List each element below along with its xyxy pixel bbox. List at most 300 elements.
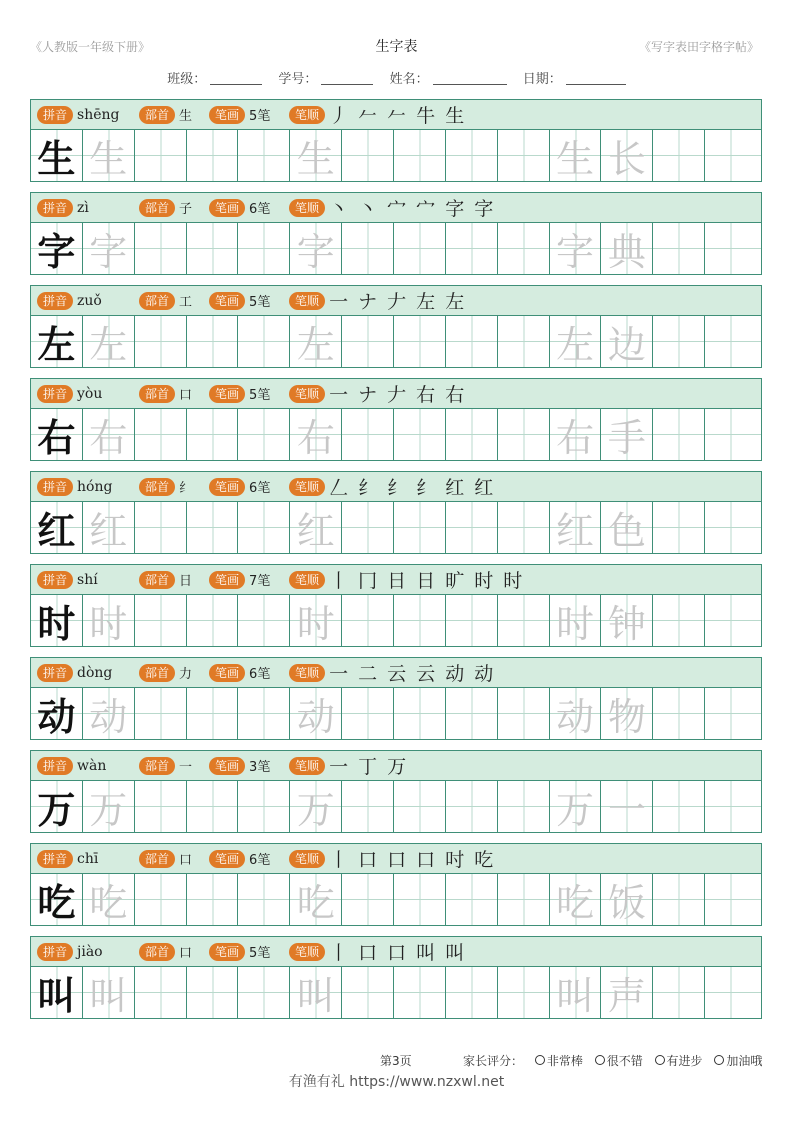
writing-cell[interactable] (342, 781, 394, 832)
rating-label: 家长评分： (463, 1054, 524, 1068)
writing-cell[interactable] (342, 967, 394, 1018)
stroke-order: 丨 口 口 叫 叫 (329, 942, 467, 964)
cell-char: 动 (296, 695, 335, 739)
radical-value: 工 (179, 295, 193, 310)
pinyin-badge: 拼音 (37, 757, 73, 775)
word-char-cell[interactable] (601, 967, 653, 1018)
model-char-cell (31, 223, 83, 274)
writing-cell[interactable] (705, 781, 761, 832)
cell-char: 叫 (37, 973, 76, 1018)
model-char-cell (31, 130, 83, 181)
word-char-cell[interactable] (601, 688, 653, 739)
writing-cell[interactable] (653, 316, 705, 367)
rating-option-label: 加油哦 (726, 1054, 763, 1068)
char-row-header (31, 844, 761, 874)
writing-cell[interactable] (498, 130, 550, 181)
writing-cell[interactable] (187, 781, 239, 832)
writing-cell[interactable] (705, 502, 761, 553)
cell-char: 动 (89, 695, 128, 739)
trace-char-cell[interactable] (83, 781, 135, 832)
cell-char: 动 (556, 695, 595, 739)
model-char-cell (31, 316, 83, 367)
word-char-cell[interactable] (601, 595, 653, 646)
cell-char: 右 (37, 415, 76, 460)
char-row-header (31, 193, 761, 223)
writing-cell[interactable] (705, 223, 761, 274)
trace-char-cell[interactable] (550, 316, 602, 367)
radical-badge: 部首 (139, 571, 175, 589)
cell-char: 钟 (607, 602, 646, 646)
writing-cell[interactable] (446, 595, 498, 646)
strokes-badge: 笔画 (209, 757, 245, 775)
trace-char-cell[interactable] (83, 595, 135, 646)
stroke-count: 6笔 (249, 853, 271, 868)
writing-cell[interactable] (238, 409, 290, 460)
cell-char: 红 (556, 509, 595, 553)
writing-cell[interactable] (498, 595, 550, 646)
order-badge: 笔顺 (289, 478, 325, 496)
trace-char-cell[interactable] (83, 130, 135, 181)
parent-rating (463, 1052, 762, 1069)
writing-cell[interactable] (446, 874, 498, 925)
trace-char-cell[interactable] (290, 595, 342, 646)
cell-char: 右 (556, 416, 595, 460)
pinyin-value: chī (77, 850, 99, 867)
writing-cell[interactable] (705, 595, 761, 646)
pinyin-badge: 拼音 (37, 106, 73, 124)
cell-char: 典 (607, 230, 646, 274)
class-label: 班级： (167, 72, 207, 87)
stroke-order: 一 丁 万 (329, 756, 409, 778)
tianzige-grid (31, 781, 761, 832)
stroke-count: 5笔 (249, 388, 271, 403)
order-badge: 笔顺 (289, 385, 325, 403)
writing-cell[interactable] (342, 130, 394, 181)
cell-char: 叫 (296, 974, 335, 1018)
radical-value: 口 (179, 946, 193, 961)
model-char-cell (31, 967, 83, 1018)
word-char-cell[interactable] (601, 316, 653, 367)
rating-option-1[interactable] (535, 1052, 583, 1069)
cell-char: 饭 (607, 881, 646, 925)
cell-char: 红 (296, 509, 335, 553)
writing-cell[interactable] (238, 223, 290, 274)
cell-char: 吃 (296, 881, 335, 925)
radical-value: 力 (179, 667, 193, 682)
class-field[interactable] (167, 68, 262, 87)
writing-cell[interactable] (498, 316, 550, 367)
model-char-cell (31, 502, 83, 553)
radical-badge: 部首 (139, 664, 175, 682)
writing-cell[interactable] (342, 874, 394, 925)
cell-char: 手 (607, 416, 646, 460)
writing-cell[interactable] (238, 781, 290, 832)
practice-rows (30, 99, 762, 1029)
trace-char-cell[interactable] (290, 223, 342, 274)
writing-cell[interactable] (498, 223, 550, 274)
writing-cell[interactable] (498, 502, 550, 553)
strokes-badge: 笔画 (209, 850, 245, 868)
radical-value: 生 (179, 109, 193, 124)
strokes-badge: 笔画 (209, 943, 245, 961)
cell-char: 吃 (37, 880, 76, 925)
writing-cell[interactable] (394, 967, 446, 1018)
page-number: 第3页 (380, 1054, 412, 1068)
writing-cell[interactable] (135, 223, 187, 274)
writing-cell[interactable] (394, 502, 446, 553)
tianzige-grid (31, 502, 761, 553)
word-char-cell[interactable] (601, 874, 653, 925)
char-row-header (31, 565, 761, 595)
trace-char-cell[interactable] (550, 874, 602, 925)
trace-char-cell[interactable] (550, 130, 602, 181)
order-badge: 笔顺 (289, 292, 325, 310)
cell-char: 万 (89, 788, 128, 832)
writing-cell[interactable] (394, 223, 446, 274)
pinyin-value: zì (77, 199, 89, 216)
order-badge: 笔顺 (289, 199, 325, 217)
writing-cell[interactable] (446, 316, 498, 367)
radical-value: 一 (179, 760, 193, 775)
writing-cell[interactable] (394, 688, 446, 739)
stroke-count: 6笔 (249, 481, 271, 496)
char-row (30, 564, 762, 647)
writing-cell[interactable] (498, 781, 550, 832)
writing-cell[interactable] (653, 595, 705, 646)
strokes-badge: 笔画 (209, 478, 245, 496)
char-row (30, 192, 762, 275)
word-char-cell[interactable] (601, 130, 653, 181)
cell-char: 一 (607, 788, 646, 832)
writing-cell[interactable] (187, 316, 239, 367)
cell-char: 字 (556, 230, 595, 274)
radical-badge: 部首 (139, 850, 175, 868)
trace-char-cell[interactable] (290, 502, 342, 553)
cell-char: 左 (37, 322, 76, 367)
name-field[interactable] (390, 68, 507, 87)
trace-char-cell[interactable] (290, 316, 342, 367)
writing-cell[interactable] (342, 595, 394, 646)
trace-char-cell[interactable] (550, 781, 602, 832)
stroke-order: 丿 𠂉 𠂉 牛 生 (329, 105, 467, 127)
rating-option-3[interactable] (655, 1052, 703, 1069)
writing-cell[interactable] (705, 130, 761, 181)
writing-cell[interactable] (187, 223, 239, 274)
model-char-cell (31, 595, 83, 646)
word-char-cell[interactable] (601, 781, 653, 832)
stroke-count: 5笔 (249, 109, 271, 124)
writing-cell[interactable] (238, 874, 290, 925)
radio-circle-icon (535, 1055, 545, 1065)
trace-char-cell[interactable] (83, 409, 135, 460)
char-row (30, 99, 762, 182)
word-char-cell[interactable] (601, 409, 653, 460)
trace-char-cell[interactable] (550, 595, 602, 646)
char-row-header (31, 658, 761, 688)
radical-badge: 部首 (139, 385, 175, 403)
writing-cell[interactable] (653, 502, 705, 553)
stroke-count: 5笔 (249, 295, 271, 310)
radio-circle-icon (714, 1055, 724, 1065)
cell-char: 物 (607, 695, 646, 739)
pinyin-value: yòu (77, 385, 103, 402)
writing-cell[interactable] (342, 502, 394, 553)
char-row-header (31, 751, 761, 781)
cell-char: 万 (37, 787, 76, 832)
writing-cell[interactable] (446, 130, 498, 181)
writing-cell[interactable] (653, 130, 705, 181)
writing-cell[interactable] (135, 502, 187, 553)
trace-char-cell[interactable] (290, 688, 342, 739)
rating-option-label: 很不错 (606, 1054, 643, 1068)
radical-value: 子 (179, 202, 193, 217)
model-char-cell (31, 409, 83, 460)
pinyin-value: hóng (77, 478, 113, 495)
cell-char: 字 (37, 229, 76, 274)
pinyin-badge: 拼音 (37, 199, 73, 217)
writing-cell[interactable] (135, 316, 187, 367)
writing-cell[interactable] (135, 409, 187, 460)
cell-char: 长 (607, 137, 646, 181)
tianzige-grid (31, 130, 761, 181)
writing-cell[interactable] (705, 967, 761, 1018)
writing-cell[interactable] (135, 781, 187, 832)
cell-char: 左 (89, 323, 128, 367)
stroke-count: 7笔 (249, 574, 271, 589)
writing-cell[interactable] (705, 316, 761, 367)
cell-char: 万 (296, 788, 335, 832)
char-row (30, 657, 762, 740)
writing-cell[interactable] (653, 688, 705, 739)
radio-circle-icon (595, 1055, 605, 1065)
char-row-header (31, 379, 761, 409)
writing-cell[interactable] (187, 967, 239, 1018)
name-label: 姓名： (389, 72, 429, 87)
stroke-count: 6笔 (249, 667, 271, 682)
writing-cell[interactable] (446, 223, 498, 274)
trace-char-cell[interactable] (550, 967, 602, 1018)
cell-char: 生 (296, 137, 335, 181)
writing-cell[interactable] (187, 595, 239, 646)
stroke-order: 一 ナ 𠂇 右 右 (329, 384, 467, 406)
stroke-count: 3笔 (249, 760, 271, 775)
writing-cell[interactable] (446, 781, 498, 832)
pinyin-badge: 拼音 (37, 571, 73, 589)
trace-char-cell[interactable] (550, 223, 602, 274)
writing-cell[interactable] (705, 409, 761, 460)
pinyin-value: shēng (77, 106, 120, 123)
writing-cell[interactable] (653, 223, 705, 274)
writing-cell[interactable] (135, 874, 187, 925)
radical-badge: 部首 (139, 478, 175, 496)
trace-char-cell[interactable] (290, 874, 342, 925)
writing-cell[interactable] (238, 595, 290, 646)
cell-char: 生 (37, 136, 76, 181)
writing-cell[interactable] (653, 409, 705, 460)
rating-option-4[interactable] (714, 1052, 762, 1069)
cell-char: 时 (556, 602, 595, 646)
char-row (30, 378, 762, 461)
trace-char-cell[interactable] (290, 130, 342, 181)
trace-char-cell[interactable] (83, 874, 135, 925)
tianzige-grid (31, 967, 761, 1018)
writing-cell[interactable] (498, 409, 550, 460)
writing-cell[interactable] (187, 409, 239, 460)
radical-value: 口 (179, 853, 193, 868)
writing-cell[interactable] (653, 781, 705, 832)
writing-cell[interactable] (187, 130, 239, 181)
writing-cell[interactable] (653, 967, 705, 1018)
trace-char-cell[interactable] (83, 688, 135, 739)
watermark: 有渔有礼 https://www.nzxwl.net (288, 1074, 505, 1090)
writing-cell[interactable] (446, 409, 498, 460)
strokes-badge: 笔画 (209, 571, 245, 589)
writing-cell[interactable] (498, 874, 550, 925)
trace-char-cell[interactable] (83, 502, 135, 553)
writing-cell[interactable] (498, 688, 550, 739)
model-char-cell (31, 781, 83, 832)
model-char-cell (31, 874, 83, 925)
char-row-header (31, 286, 761, 316)
trace-char-cell[interactable] (550, 409, 602, 460)
pinyin-value: zuǒ (77, 292, 102, 309)
cell-char: 字 (296, 230, 335, 274)
cell-char: 时 (296, 602, 335, 646)
writing-cell[interactable] (238, 967, 290, 1018)
char-row-header (31, 937, 761, 967)
writing-cell[interactable] (394, 409, 446, 460)
cell-char: 左 (556, 323, 595, 367)
writing-cell[interactable] (135, 688, 187, 739)
writing-cell[interactable] (187, 688, 239, 739)
radical-value: 纟 (179, 481, 193, 496)
radical-value: 口 (179, 388, 193, 403)
writing-cell[interactable] (187, 874, 239, 925)
writing-cell[interactable] (653, 874, 705, 925)
stroke-order: 𠃋 纟 纟 纟 红 红 (329, 477, 496, 499)
radical-badge: 部首 (139, 199, 175, 217)
pinyin-value: jiào (77, 943, 103, 960)
writing-cell[interactable] (498, 967, 550, 1018)
order-badge: 笔顺 (289, 106, 325, 124)
tianzige-grid (31, 223, 761, 274)
cell-char: 红 (89, 509, 128, 553)
cell-char: 吃 (89, 881, 128, 925)
writing-cell[interactable] (238, 130, 290, 181)
cell-char: 红 (37, 508, 76, 553)
writing-cell[interactable] (446, 967, 498, 1018)
writing-cell[interactable] (446, 688, 498, 739)
cell-char: 色 (607, 509, 646, 553)
char-row (30, 285, 762, 368)
pinyin-badge: 拼音 (37, 478, 73, 496)
writing-cell[interactable] (394, 130, 446, 181)
trace-char-cell[interactable] (83, 223, 135, 274)
stroke-order: 一 二 云 云 动 动 (329, 663, 496, 685)
model-char-cell (31, 688, 83, 739)
char-row (30, 936, 762, 1019)
rating-option-2[interactable] (595, 1052, 643, 1069)
radical-badge: 部首 (139, 943, 175, 961)
writing-cell[interactable] (238, 502, 290, 553)
student-id-field[interactable] (278, 68, 373, 87)
stroke-count: 6笔 (249, 202, 271, 217)
stroke-order: 丶 丶 宀 宀 字 字 (329, 198, 496, 220)
writing-cell[interactable] (342, 409, 394, 460)
rating-option-label: 有进步 (666, 1054, 703, 1068)
char-row-header (31, 472, 761, 502)
cell-char: 万 (556, 788, 595, 832)
cell-char: 右 (296, 416, 335, 460)
writing-cell[interactable] (135, 967, 187, 1018)
writing-cell[interactable] (238, 688, 290, 739)
radical-badge: 部首 (139, 757, 175, 775)
writing-cell[interactable] (446, 502, 498, 553)
cell-char: 时 (37, 601, 76, 646)
writing-cell[interactable] (342, 316, 394, 367)
tianzige-grid (31, 688, 761, 739)
writing-cell[interactable] (135, 595, 187, 646)
trace-char-cell[interactable] (290, 409, 342, 460)
writing-cell[interactable] (187, 502, 239, 553)
trace-char-cell[interactable] (290, 967, 342, 1018)
trace-char-cell[interactable] (550, 688, 602, 739)
writing-cell[interactable] (342, 223, 394, 274)
writing-cell[interactable] (238, 316, 290, 367)
writing-cell[interactable] (394, 316, 446, 367)
stroke-order: 丨 口 口 口 吋 吃 (329, 849, 496, 871)
radical-value: 日 (179, 574, 193, 589)
sheet-title: 《写字表田字格字帖》 (638, 40, 759, 54)
writing-cell[interactable] (394, 595, 446, 646)
writing-cell[interactable] (135, 130, 187, 181)
stroke-count: 5笔 (249, 946, 271, 961)
word-char-cell[interactable] (601, 223, 653, 274)
writing-cell[interactable] (394, 874, 446, 925)
pinyin-badge: 拼音 (37, 292, 73, 310)
char-row (30, 471, 762, 554)
trace-char-cell[interactable] (290, 781, 342, 832)
tianzige-grid (31, 316, 761, 367)
cell-char: 左 (296, 323, 335, 367)
strokes-badge: 笔画 (209, 199, 245, 217)
order-badge: 笔顺 (289, 664, 325, 682)
trace-char-cell[interactable] (83, 967, 135, 1018)
writing-cell[interactable] (342, 688, 394, 739)
rating-option-label: 非常棒 (546, 1054, 583, 1068)
cell-char: 边 (607, 323, 646, 367)
cell-char: 字 (89, 230, 128, 274)
char-row-header (31, 100, 761, 130)
writing-cell[interactable] (394, 781, 446, 832)
cell-char: 生 (556, 137, 595, 181)
writing-cell[interactable] (705, 874, 761, 925)
tianzige-grid (31, 595, 761, 646)
pinyin-value: wàn (77, 757, 107, 774)
word-char-cell[interactable] (601, 502, 653, 553)
strokes-badge: 笔画 (209, 664, 245, 682)
book-title: 《人教版一年级下册》 (30, 40, 151, 54)
writing-cell[interactable] (705, 688, 761, 739)
order-badge: 笔顺 (289, 850, 325, 868)
char-row (30, 843, 762, 926)
page-title: 生字表 (375, 39, 418, 55)
cell-char: 右 (89, 416, 128, 460)
order-badge: 笔顺 (289, 571, 325, 589)
date-field[interactable] (523, 68, 626, 87)
trace-char-cell[interactable] (83, 316, 135, 367)
trace-char-cell[interactable] (550, 502, 602, 553)
